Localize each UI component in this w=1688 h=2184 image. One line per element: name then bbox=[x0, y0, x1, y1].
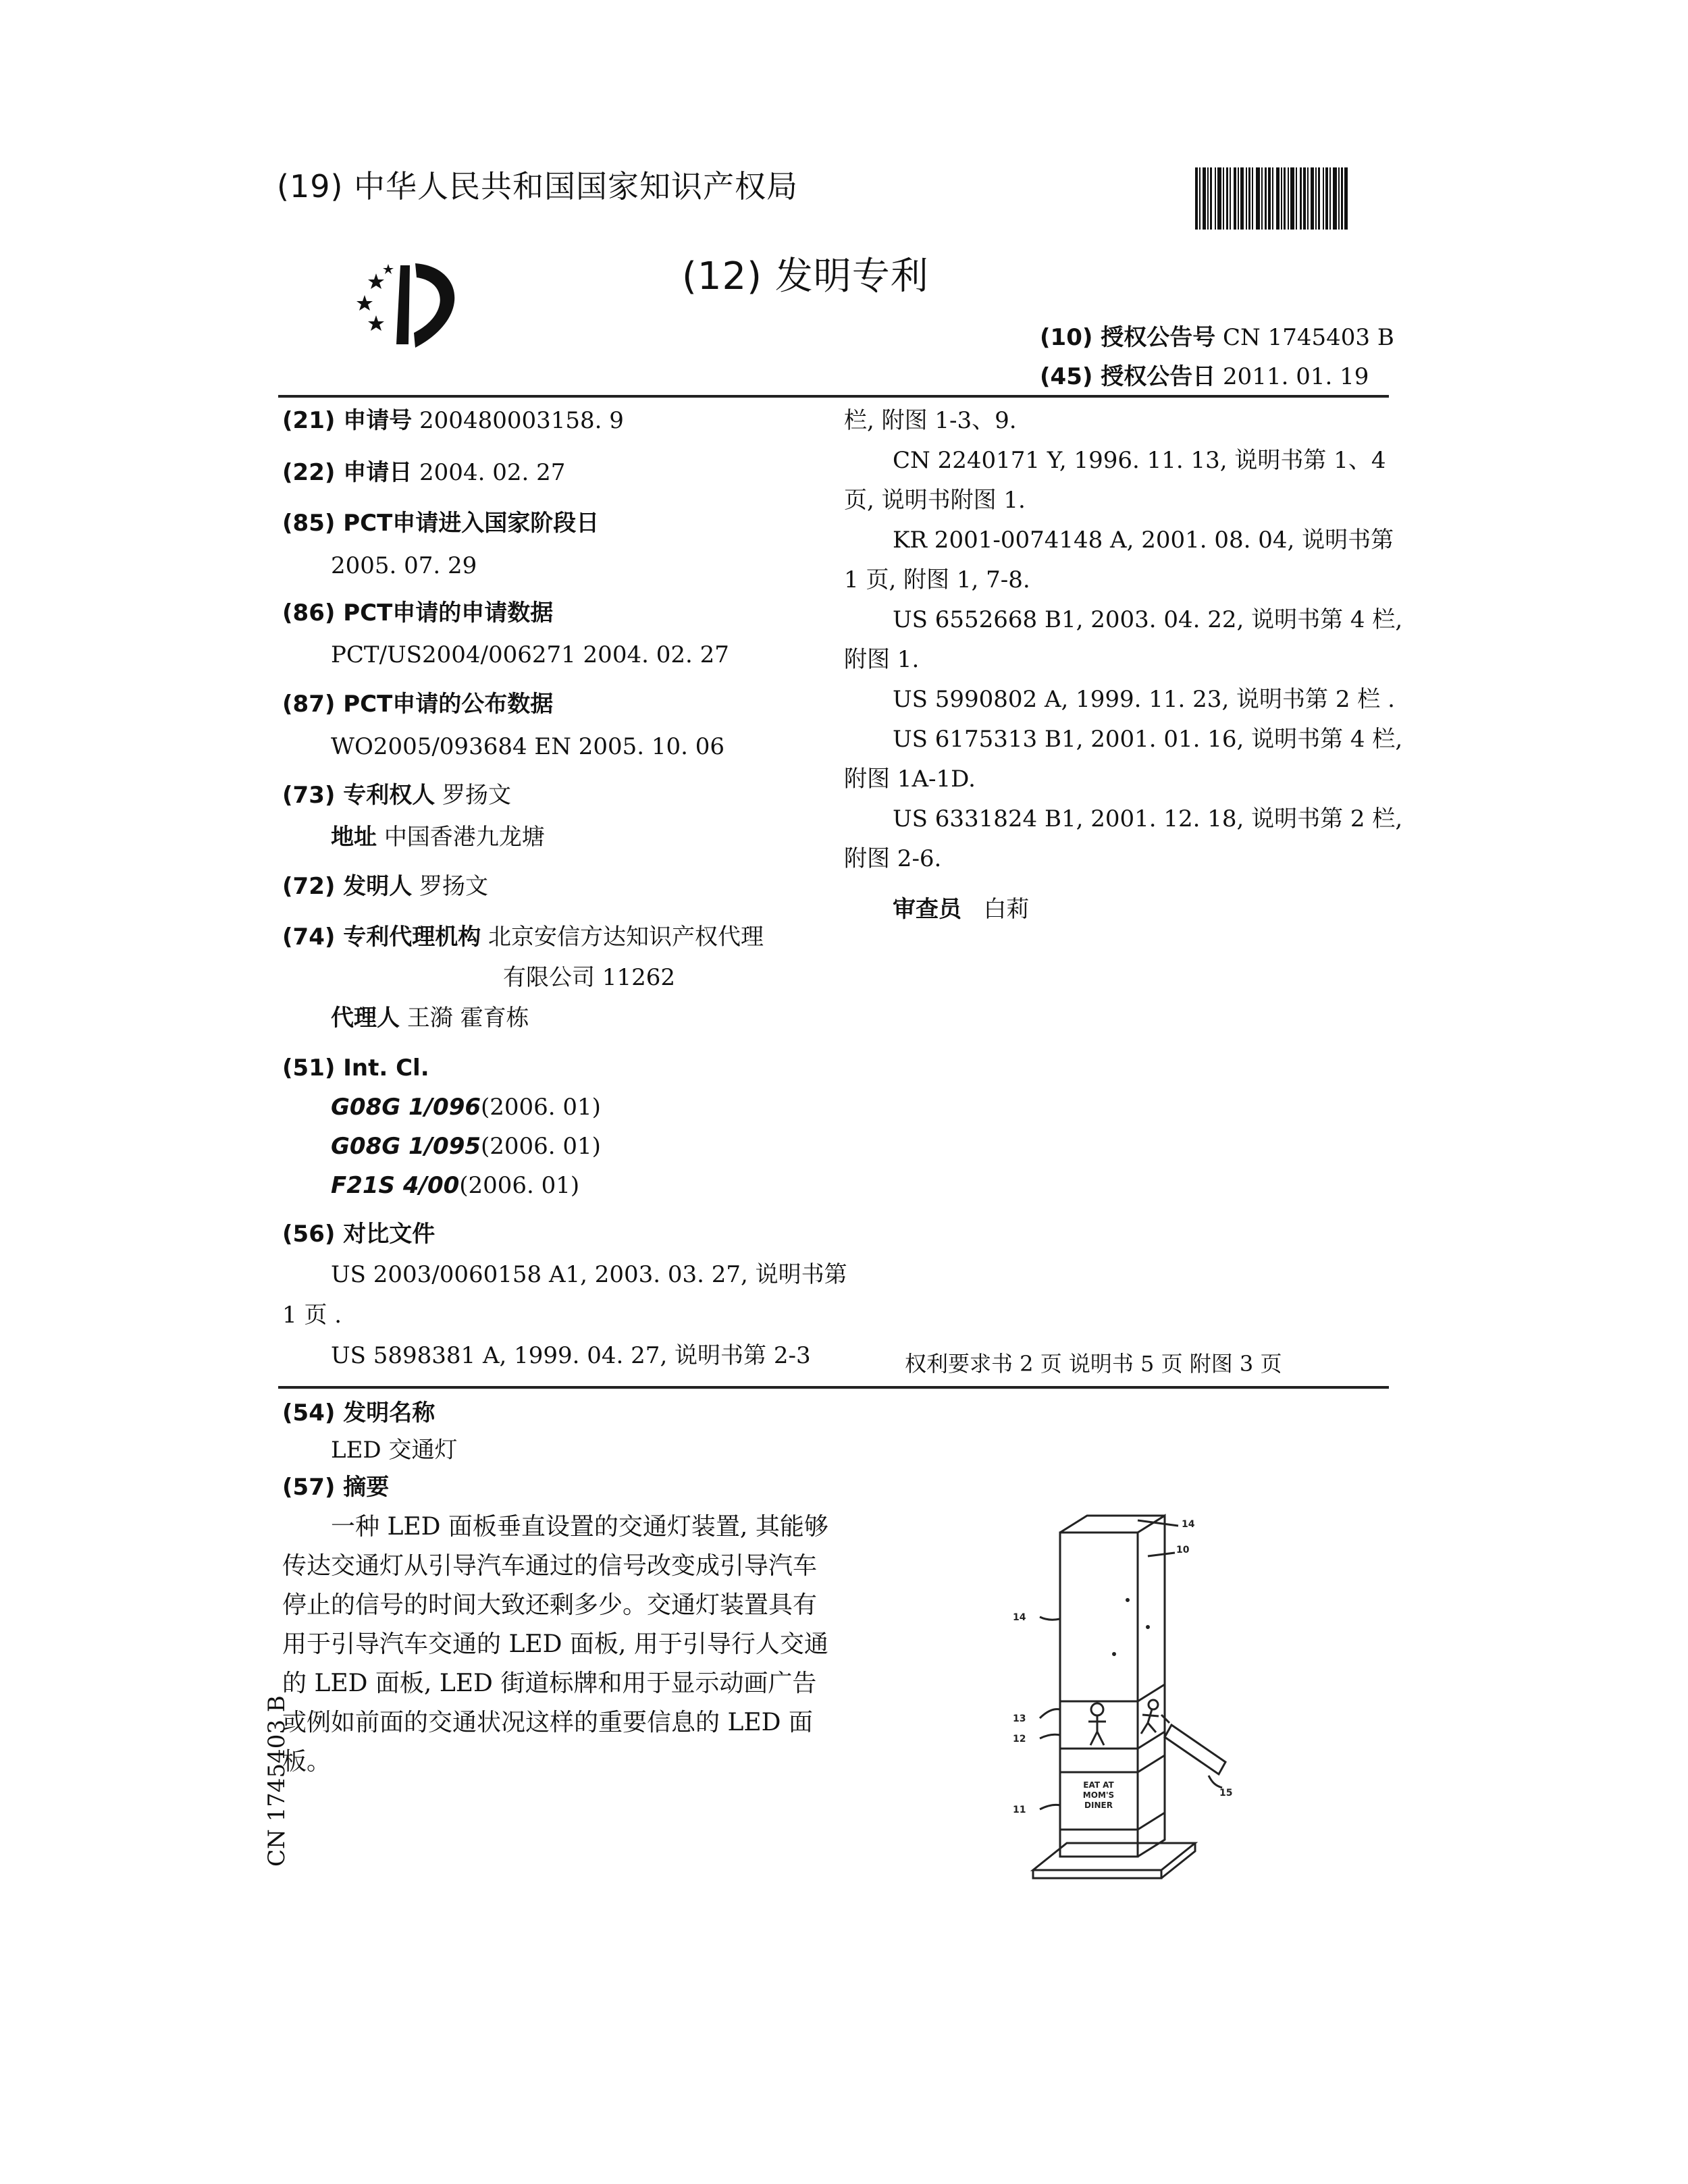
pct-application-data: PCT/US2004/006271 2004. 02. 27 bbox=[331, 641, 729, 668]
application-number-row: (21) 申请号 200480003158. 9 bbox=[282, 407, 624, 434]
right-reference-line: KR 2001-0074148 A, 2001. 08. 04, 说明书第 bbox=[893, 527, 1394, 554]
reference-line-2: 1 页 . bbox=[282, 1302, 342, 1329]
header-divider bbox=[278, 395, 1389, 398]
int-cl-item-2: G08G 1/095(2006. 01) bbox=[331, 1133, 601, 1160]
sign-text: MOM'S bbox=[1082, 1790, 1115, 1800]
agency-line-2: 有限公司 11262 bbox=[503, 964, 675, 991]
right-reference-line: 1 页, 附图 1, 7-8. bbox=[844, 566, 1030, 593]
patentee-row: (73) 专利权人 罗扬文 bbox=[282, 782, 512, 809]
right-reference-line: US 6552668 B1, 2003. 04. 22, 说明书第 4 栏, bbox=[893, 606, 1403, 633]
sign-text: EAT AT bbox=[1083, 1780, 1114, 1790]
document-type: (12) 发明专利 bbox=[682, 255, 929, 298]
right-reference-line: US 6175313 B1, 2001. 01. 16, 说明书第 4 栏, bbox=[893, 726, 1403, 753]
figure-label: 11 bbox=[1013, 1805, 1026, 1815]
grant-number: CN 1745403 B bbox=[1223, 324, 1394, 351]
application-date-row: (22) 申请日 2004. 02. 27 bbox=[282, 459, 566, 486]
abstract-label: (57) 摘要 bbox=[282, 1474, 390, 1501]
office-name: (19) 中华人民共和国国家知识产权局 bbox=[277, 168, 799, 205]
pct-publication-data: WO2005/093684 EN 2005. 10. 06 bbox=[331, 733, 725, 760]
pct-publication-label: (87) PCT申请的公布数据 bbox=[282, 691, 554, 718]
figure-label: 15 bbox=[1219, 1788, 1233, 1799]
grant-date-label: (45) 授权公告日 bbox=[1040, 363, 1216, 390]
int-cl-item-1: G08G 1/096(2006. 01) bbox=[331, 1094, 601, 1121]
address-row: 地址 中国香港九龙塘 bbox=[331, 824, 545, 851]
int-cl-label: (51) Int. Cl. bbox=[282, 1055, 429, 1082]
examiner-row: 审查员 白莉 bbox=[893, 896, 1030, 923]
inventor-row: (72) 发明人 罗扬文 bbox=[282, 873, 489, 900]
figure-label: 14 bbox=[1182, 1519, 1195, 1530]
pct-entry-date: 2005. 07. 29 bbox=[331, 552, 477, 579]
sign-text: DINER bbox=[1084, 1801, 1113, 1810]
barcode-image bbox=[1195, 167, 1381, 230]
pct-application-label: (86) PCT申请的申请数据 bbox=[282, 600, 554, 627]
agent-row: 代理人 王漪 霍育栋 bbox=[331, 1005, 529, 1032]
right-reference-line: 附图 1. bbox=[844, 646, 920, 673]
int-cl-item-3: F21S 4/00(2006. 01) bbox=[331, 1172, 580, 1199]
sipo-logo-icon bbox=[348, 253, 479, 351]
side-document-number: CN 1745403 B bbox=[263, 1695, 290, 1867]
right-reference-line: CN 2240171 Y, 1996. 11. 13, 说明书第 1、4 bbox=[893, 447, 1386, 474]
figure-label: 12 bbox=[1013, 1734, 1026, 1744]
abstract-text: 一种 LED 面板垂直设置的交通灯装置, 其能够传达交通灯从引导汽车通过的信号改变成引导汽车停止的信号的时间大致还剩多少。交通灯装置具有用于引导汽车交通的 LED 面板, 用于引导行人交通的 LED 面板, LED 街道标牌和用于显示动画广告或例如前面的交通状况这样的重要信息的 LED 面板。 bbox=[282, 1513, 828, 1776]
figure-label: 13 bbox=[1013, 1713, 1026, 1724]
page-count-summary: 权利要求书 2 页 说明书 5 页 附图 3 页 bbox=[905, 1351, 1282, 1377]
right-reference-line: 页, 说明书附图 1. bbox=[844, 487, 1026, 514]
references-label: (56) 对比文件 bbox=[282, 1221, 436, 1248]
right-reference-line: US 6331824 B1, 2001. 12. 18, 说明书第 2 栏, bbox=[893, 805, 1403, 832]
agency-row: (74) 专利代理机构 北京安信方达知识产权代理 bbox=[282, 924, 764, 951]
pct-entry-label: (85) PCT申请进入国家阶段日 bbox=[282, 510, 600, 537]
right-reference-line: 附图 2-6. bbox=[844, 845, 942, 872]
invention-name-label: (54) 发明名称 bbox=[282, 1400, 436, 1427]
invention-name: LED 交通灯 bbox=[331, 1437, 458, 1464]
right-reference-line: 附图 1A-1D. bbox=[844, 766, 976, 793]
figure-label: 10 bbox=[1176, 1545, 1190, 1555]
grant-date: 2011. 01. 19 bbox=[1223, 363, 1369, 390]
grant-number-label: (10) 授权公告号 bbox=[1040, 324, 1216, 351]
mid-divider bbox=[278, 1386, 1389, 1389]
grant-number-row bbox=[1040, 324, 1394, 351]
traffic-light-figure bbox=[993, 1506, 1276, 1890]
figure-label: 14 bbox=[1013, 1612, 1026, 1623]
reference-line-1: US 2003/0060158 A1, 2003. 03. 27, 说明书第 bbox=[331, 1261, 847, 1288]
reference-line-3: US 5898381 A, 1999. 04. 27, 说明书第 2-3 bbox=[331, 1342, 811, 1369]
grant-date-row bbox=[1040, 363, 1369, 390]
right-reference-line: US 5990802 A, 1999. 11. 23, 说明书第 2 栏 . bbox=[893, 686, 1395, 713]
right-reference-line: 栏, 附图 1-3、9. bbox=[844, 407, 1017, 434]
